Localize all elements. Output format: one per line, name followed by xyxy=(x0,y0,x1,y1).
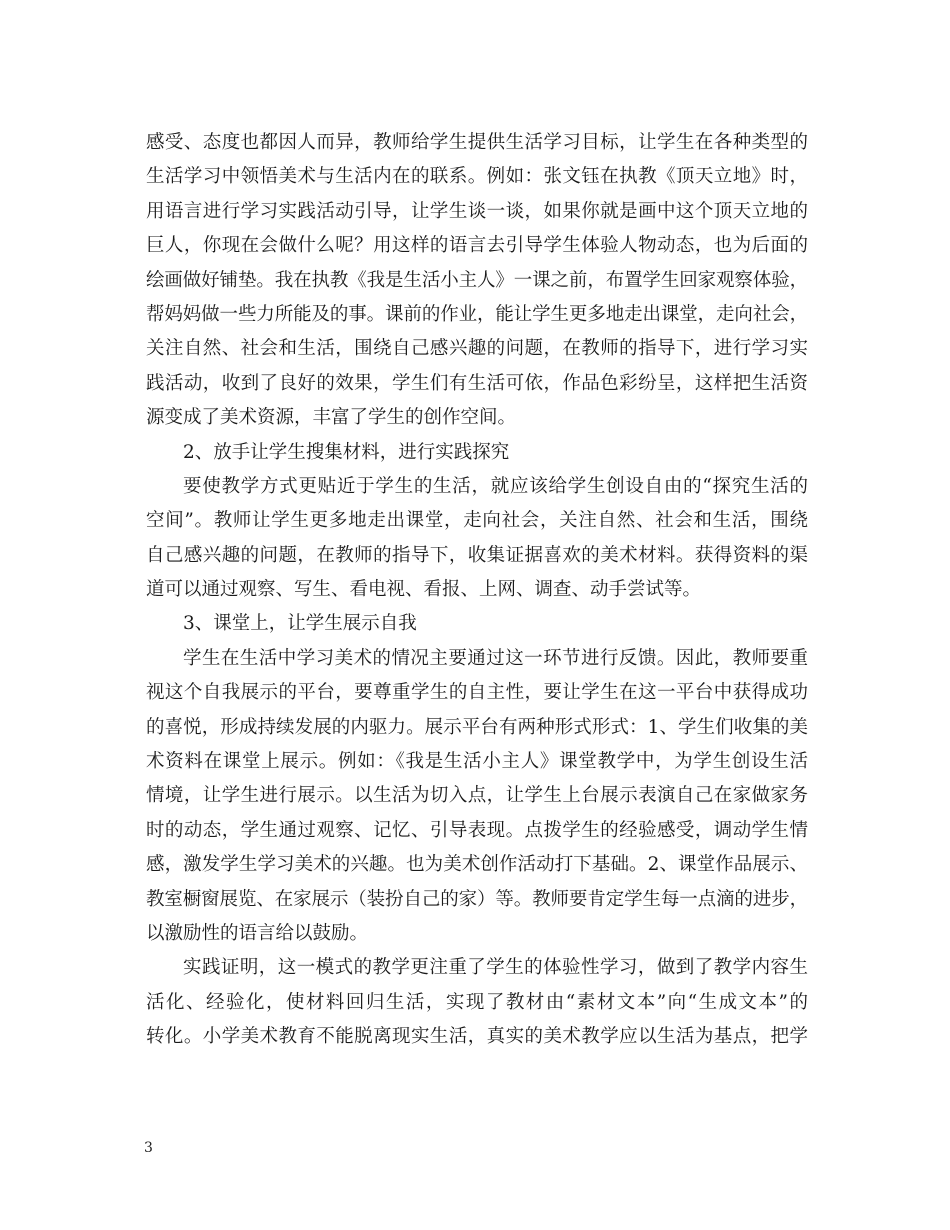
text-line: 帮妈妈做一些力所能及的事。课前的作业，能让学生更多地走出课堂，走向社会， xyxy=(146,303,808,325)
text-line: 视这个自我展示的平台，要尊重学生的自主性，要让学生在这一平台中获得成功 xyxy=(146,682,808,704)
text-line: 生活学习中领悟美术与生活内在的联系。例如：张文钰在执教《顶天立地》时， xyxy=(146,166,808,188)
page-number: 3 xyxy=(144,1140,153,1156)
text-line: 绘画做好铺垫。我在执教《我是生活小主人》一课之前，布置学生回家观察体验， xyxy=(146,269,808,291)
text-line: 转化。小学美术教育不能脱离现实生活，真实的美术教学应以生活为基点，把学 xyxy=(146,1026,808,1048)
text-line: 3、课堂上，让学生展示自我 xyxy=(183,613,417,635)
text-line: 践活动，收到了良好的效果，学生们有生活可依，作品色彩纷呈，这样把生活资 xyxy=(146,372,808,394)
text-line: 学生在生活中学习美术的情况主要通过这一环节进行反馈。因此，教师要重 xyxy=(183,647,808,669)
text-line: 自己感兴趣的问题，在教师的指导下，收集证据喜欢的美术材料。获得资料的渠 xyxy=(146,544,808,566)
text-line: 教室橱窗展览、在家展示（装扮自己的家）等。教师要肯定学生每一点滴的进步， xyxy=(146,888,808,910)
text-line: 要使教学方式更贴近于学生的生活，就应该给学生创设自由的“探究生活的 xyxy=(183,475,808,497)
text-line: 感，激发学生学习美术的兴趣。也为美术创作活动打下基础。2、课堂作品展示、 xyxy=(146,854,808,876)
body-text xyxy=(146,126,808,1055)
text-line: 的喜悦，形成持续发展的内驱力。展示平台有两种形式形式：1、学生们收集的美 xyxy=(146,716,808,738)
text-line: 情境，让学生进行展示。以生活为切入点，让学生上台展示表演自己在家做家务 xyxy=(146,785,808,807)
text-line: 术资料在课堂上展示。例如：《我是生活小主人》课堂教学中，为学生创设生活 xyxy=(146,751,808,773)
text-line: 道可以通过观察、写生、看电视、看报、上网、调查、动手尝试等。 xyxy=(146,579,702,601)
text-line: 用语言进行学习实践活动引导，让学生谈一谈，如果你就是画中这个顶天立地的 xyxy=(146,200,808,222)
text-line: 时的动态，学生通过观察、记忆、引导表现。点拨学生的经验感受，调动学生情 xyxy=(146,819,808,841)
text-line: 关注自然、社会和生活，围绕自己感兴趣的问题，在教师的指导下，进行学习实 xyxy=(146,338,808,360)
text-line: 活化、经验化，使材料回归生活，实现了教材由“素材文本”向“生成文本”的 xyxy=(146,991,808,1013)
text-line: 2、放手让学生搜集材料，进行实践探究 xyxy=(183,441,510,463)
text-line: 以激励性的语言给以鼓励。 xyxy=(146,922,369,944)
text-line: 感受、态度也都因人而异，教师给学生提供生活学习目标，让学生在各种类型的 xyxy=(146,132,808,153)
text-line: 源变成了美术资源，丰富了学生的创作空间。 xyxy=(146,407,517,429)
text-line: 巨人，你现在会做什么呢？用这样的语言去引导学生体验人物动态，也为后面的 xyxy=(146,235,808,257)
text-line: 空间”。教师让学生更多地走出课堂，走向社会，关注自然、社会和生活，围绕 xyxy=(146,510,808,532)
text-line: 实践证明，这一模式的教学更注重了学生的体验性学习，做到了教学内容生 xyxy=(183,957,808,979)
